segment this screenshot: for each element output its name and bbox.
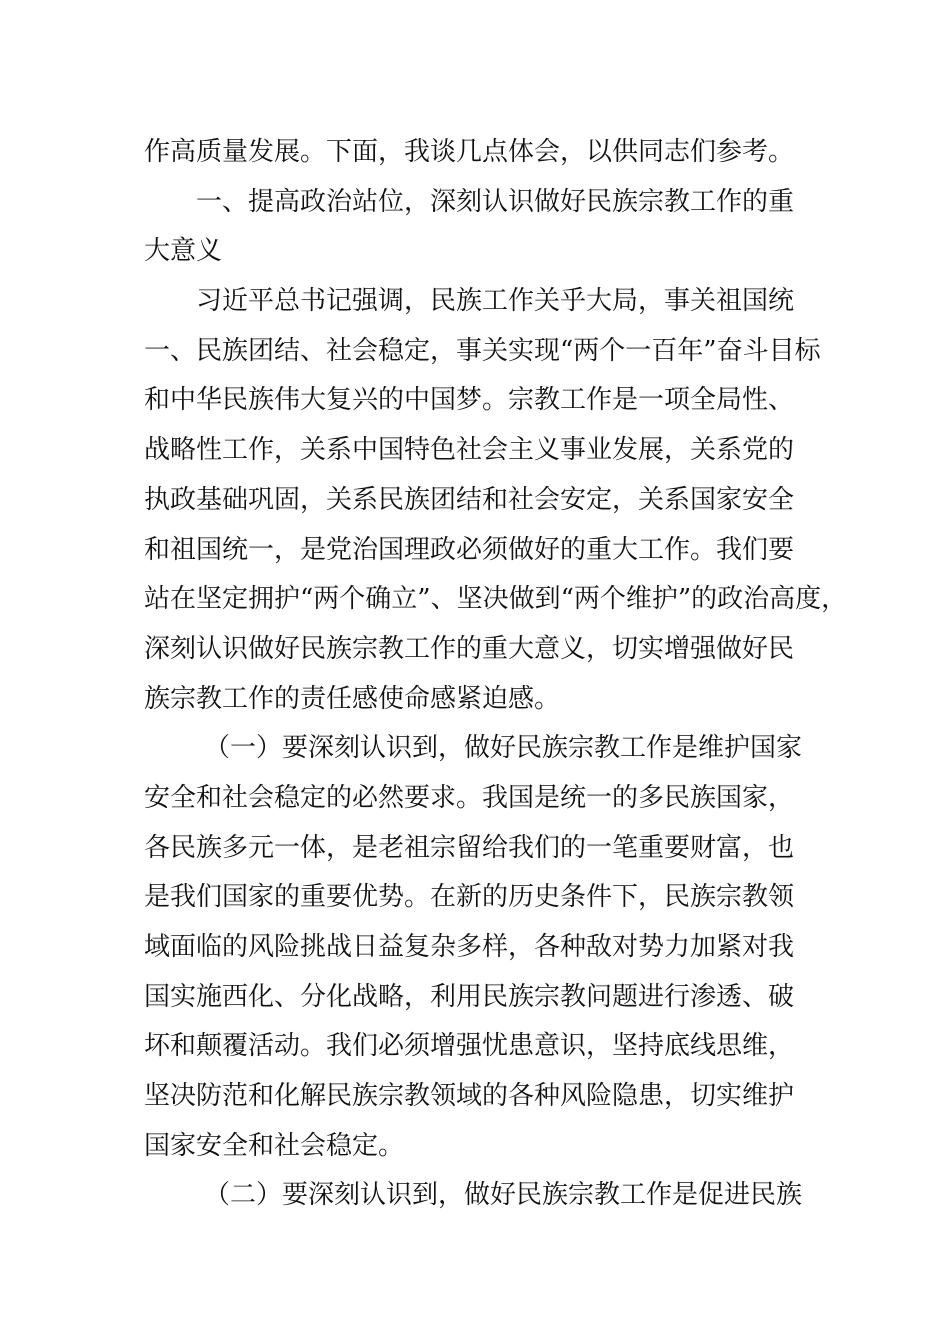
document-body (144, 128, 848, 1221)
text-line: 作高质量发展。下面，我谈几点体会，以供同志们参考。 (144, 137, 795, 167)
text-line: 坏和颠覆活动。我们必须增强忧患意识，坚持底线思维， (144, 1031, 795, 1062)
text-line: 执政基础巩固，关系民族团结和社会安定，关系国家安全 (144, 484, 795, 515)
text-line: 国实施西化、分化战略，利用民族宗教问题进行渗透、破 (144, 981, 795, 1012)
text-line: 安全和社会稳定的必然要求。我国是统一的多民族国家， (144, 782, 795, 813)
text-line: 站在坚定拥护“两个确立”、坚决做到“两个维护”的政治高度， (144, 584, 848, 615)
text-line: 族宗教工作的责任感使命感紧迫感。 (144, 683, 561, 714)
text-line: 习近平总书记强调，民族工作关乎大局，事关祖国统 (196, 286, 795, 317)
text-line: 和祖国统一，是党治国理政必须做好的重大工作。我们要 (144, 534, 795, 565)
text-line: 坚决防范和化解民族宗教领域的各种风险隐患，切实维护 (144, 1081, 795, 1112)
text-line: 一、民族团结、社会稳定，事关实现“两个一百年”奋斗目标 (144, 335, 821, 366)
text-line: 域面临的风险挑战日益复杂多样，各种敌对势力加紧对我 (144, 932, 795, 962)
text-line: 各民族多元一体，是老祖宗留给我们的一笔重要财富，也 (144, 832, 795, 863)
text-line: 国家安全和社会稳定。 (144, 1130, 405, 1161)
text-line: 和中华民族伟大复兴的中国梦。宗教工作是一项全局性、 (144, 385, 795, 416)
subsection-line: （二）要深刻认识到，做好民族宗教工作是促进民族 (204, 1180, 803, 1211)
text-line: 深刻认识做好民族宗教工作的重大意义，切实增强做好民 (144, 633, 795, 664)
text-line: 是我们国家的重要优势。在新的历史条件下，民族宗教领 (144, 882, 795, 913)
section-heading-line: 一、提高政治站位，深刻认识做好民族宗教工作的重 (196, 186, 795, 217)
subsection-line: （一）要深刻认识到，做好民族宗教工作是维护国家 (204, 733, 803, 764)
text-line: 战略性工作，关系中国特色社会主义事业发展，关系党的 (144, 435, 795, 466)
section-heading-line: 大意义 (144, 236, 223, 267)
